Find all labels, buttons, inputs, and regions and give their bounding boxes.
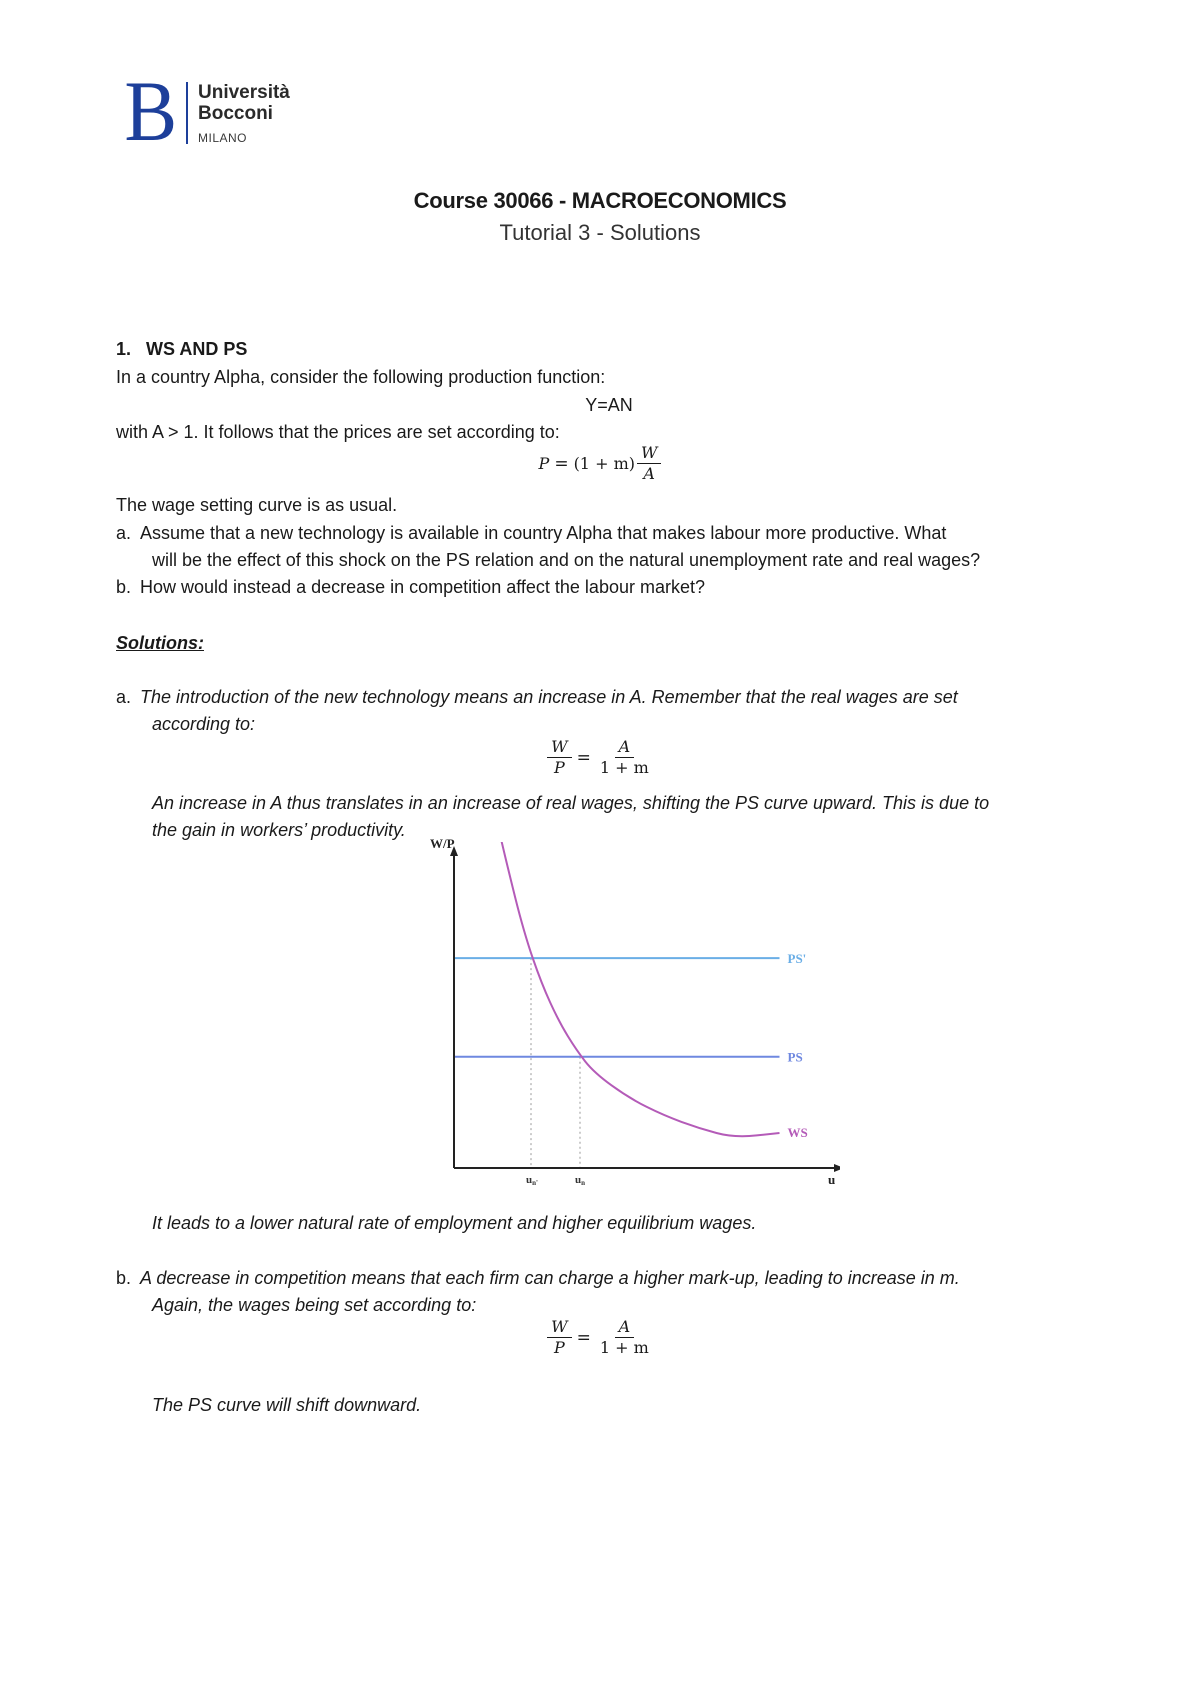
- x-axis-arrow: [834, 1164, 840, 1172]
- section-title: WS AND PS: [146, 339, 248, 359]
- page-subtitle: Tutorial 3 - Solutions: [499, 220, 701, 245]
- question-b: b. How would instead a decrease in competition affect the labour market?: [116, 577, 705, 597]
- x-axis-label: u: [828, 1172, 836, 1187]
- ws-note: The wage setting curve is as usual.: [116, 495, 398, 515]
- series-label-ws: WS: [787, 1125, 808, 1141]
- bocconi-logo-letter: B: [124, 63, 178, 159]
- solution-b: b. A decrease in competition means that each firm can charge a higher mark-up, leading to increase in m.: [116, 1268, 960, 1288]
- logo-line-2: Bocconi: [198, 103, 273, 124]
- problem-intro: In a country Alpha, consider the following production function:: [116, 367, 606, 387]
- y-axis-label: W/P: [430, 838, 455, 851]
- solution-a-cont: according to:: [152, 714, 256, 734]
- series-label-ps: PS: [787, 1049, 803, 1065]
- logo-city: MILANO: [198, 131, 248, 145]
- question-a: a. Assume that a new technology is available in country Alpha that makes labour more productive. What: [116, 523, 947, 543]
- solution-a-explanation: An increase in A thus translates in an increase of real wages, shifting the PS curve upward. This is due to: [152, 793, 990, 813]
- x-tick-label-0: un': [526, 1174, 538, 1187]
- section-number: 1.: [116, 339, 132, 359]
- solution-b-cont: Again, the wages being set according to:: [152, 1295, 477, 1315]
- ws-ps-chart: [400, 838, 840, 1190]
- logo-line-1: Università: [198, 82, 290, 103]
- logo-divider: [186, 82, 188, 144]
- section-heading: [116, 338, 247, 360]
- production-function: Y=AN: [585, 395, 633, 415]
- series-curve-ws: [493, 838, 780, 1136]
- price-equation: P = (1 + m) $\frac{W}{A}$: [0, 444, 1200, 483]
- question-a-cont: will be the effect of this shock on the PS relation and on the natural unemployment rate and real wages?: [152, 550, 981, 570]
- logo-wordmark: [198, 82, 290, 124]
- solutions-heading: Solutions:: [116, 633, 204, 653]
- series-label-ps-prime: PS': [787, 951, 807, 967]
- x-tick-label-1: un: [575, 1174, 586, 1187]
- solution-a: a. The introduction of the new technology means an increase in A. Remember that the real wages are set: [116, 687, 958, 707]
- real-wage-equation-b: $\frac{W}{P}$ = $\frac{A}{1 + m}$: [0, 1318, 1200, 1357]
- real-wage-equation-a: $\frac{W}{P}$ = $\frac{A}{1 + m}$: [0, 738, 1200, 777]
- page-title: Course 30066 - MACROECONOMICS: [413, 188, 787, 213]
- solution-b-conclusion: The PS curve will shift downward.: [152, 1395, 422, 1415]
- problem-condition: with A > 1. It follows that the prices are set according to:: [116, 422, 560, 442]
- solution-a-explanation-cont: the gain in workers’ productivity.: [152, 820, 406, 840]
- solution-a-conclusion: It leads to a lower natural rate of employment and higher equilibrium wages.: [152, 1213, 757, 1233]
